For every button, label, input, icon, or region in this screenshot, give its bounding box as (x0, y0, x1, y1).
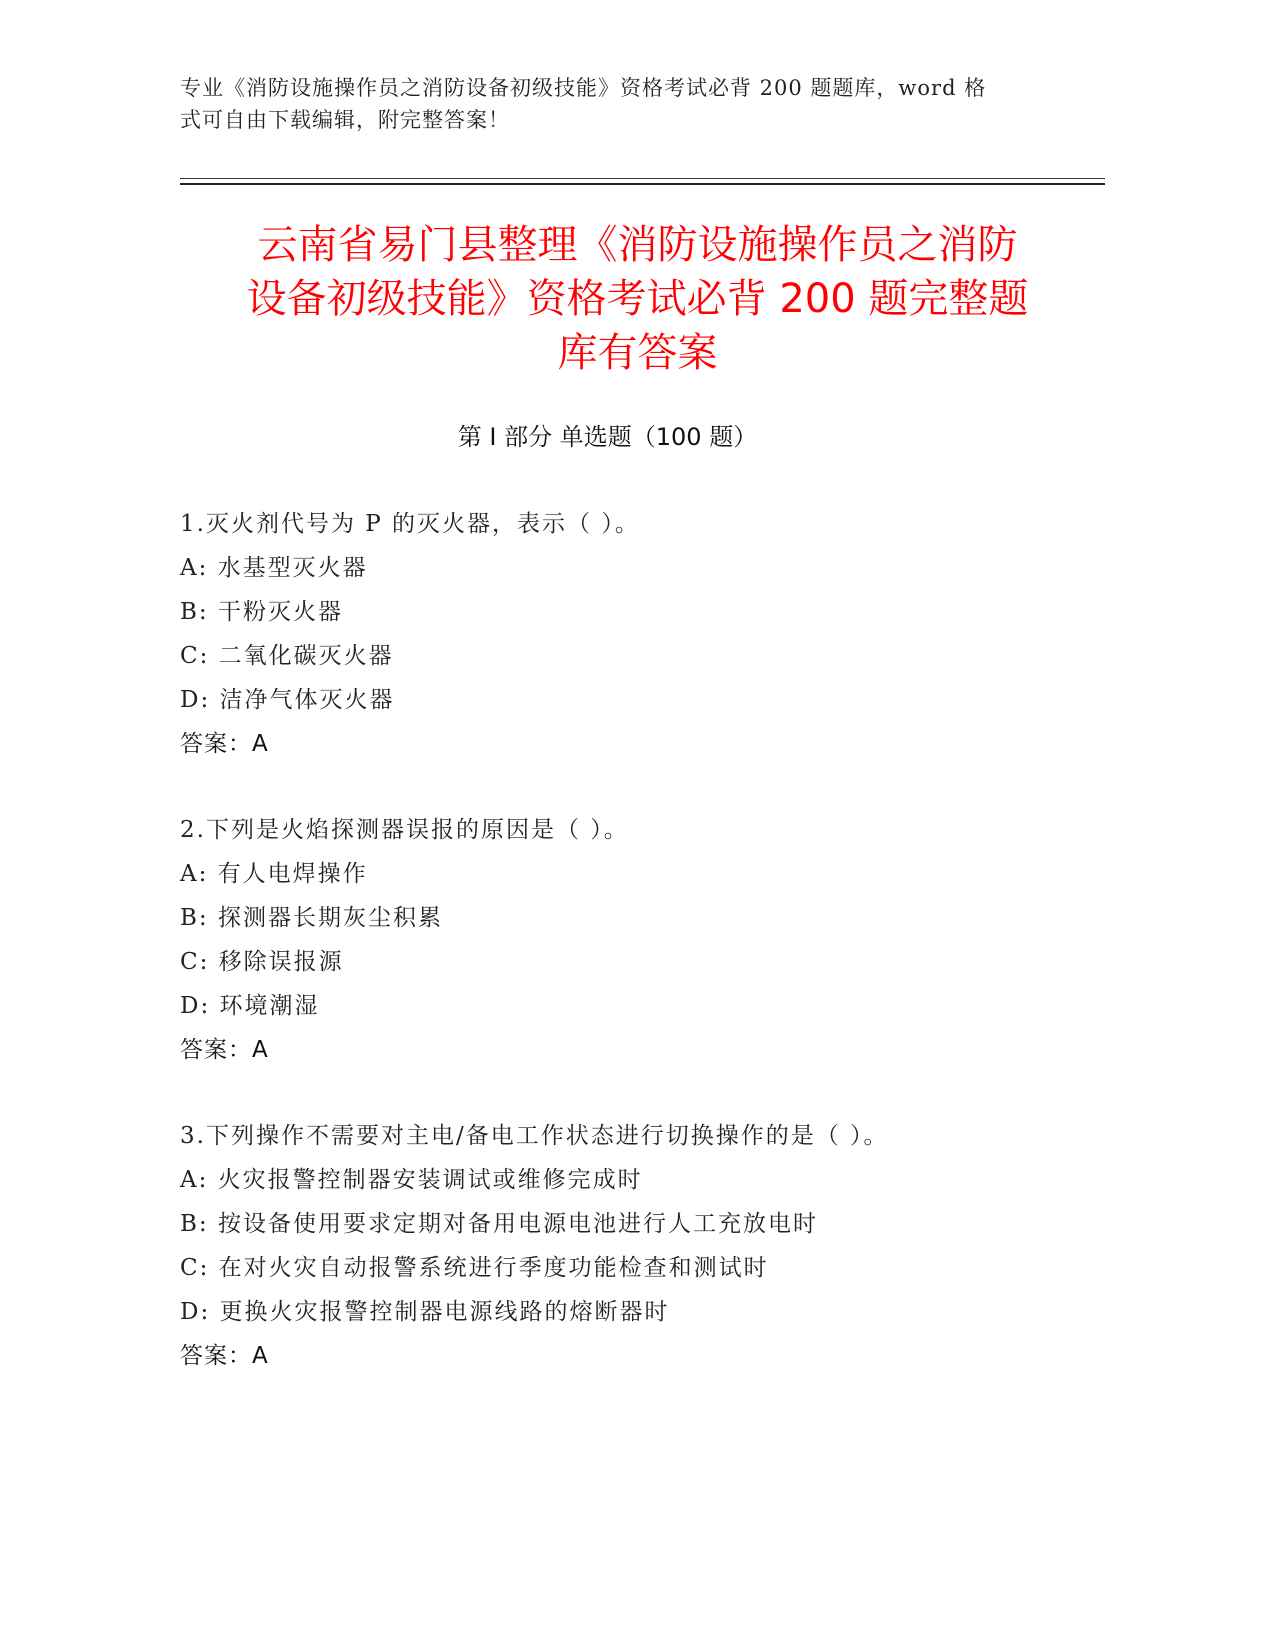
answer: 答案：A (180, 1343, 269, 1369)
section-title: 第 I 部分 单选题（100 题） (457, 423, 758, 451)
header-divider-thin (180, 178, 1105, 179)
document-title-line-1: 云南省易门县整理《消防设施操作员之消防 (257, 222, 1018, 268)
option-b: B: 探测器长期灰尘积累 (180, 905, 443, 931)
question-stem: 2.下列是火焰探测器误报的原因是（ ）。 (180, 817, 629, 843)
question-1 (180, 502, 1080, 766)
header-note-line-2: 式可自由下载编辑，附完整答案！ (180, 108, 510, 132)
option-d: D: 更换火灾报警控制器电源线路的熔断器时 (180, 1299, 670, 1325)
header-note-line-1: 专业《消防设施操作员之消防设备初级技能》资格考试必背 200 题题库，word 格 (180, 76, 987, 100)
question-2 (180, 808, 1080, 1072)
option-c: C: 在对火灾自动报警系统进行季度功能检查和测试时 (180, 1255, 769, 1281)
answer: 答案：A (180, 731, 269, 757)
question-stem: 1.灭火剂代号为 P 的灭火器，表示（ ）。 (180, 511, 640, 537)
option-b: B: 干粉灭火器 (180, 599, 343, 625)
document-title-line-3: 库有答案 (557, 330, 718, 376)
option-d: D: 洁净气体灭火器 (180, 687, 395, 713)
document-title (160, 218, 1115, 380)
option-b: B: 按设备使用要求定期对备用电源电池进行人工充放电时 (180, 1211, 818, 1237)
option-c: C: 移除误报源 (180, 949, 344, 975)
question-stem: 3.下列操作不需要对主电/备电工作状态进行切换操作的是（ ）。 (180, 1123, 889, 1149)
document-title-line-2: 设备初级技能》资格考试必背 200 题完整题 (246, 276, 1029, 322)
option-a: A: 水基型灭火器 (180, 555, 368, 581)
option-d: D: 环境潮湿 (180, 993, 320, 1019)
answer: 答案：A (180, 1037, 269, 1063)
header-divider-thick (180, 183, 1105, 185)
option-a: A: 有人电焊操作 (180, 861, 368, 887)
option-c: C: 二氧化碳灭火器 (180, 643, 394, 669)
question-3 (180, 1114, 1080, 1378)
option-a: A: 火灾报警控制器安装调试或维修完成时 (180, 1167, 643, 1193)
header-note (180, 72, 1050, 136)
